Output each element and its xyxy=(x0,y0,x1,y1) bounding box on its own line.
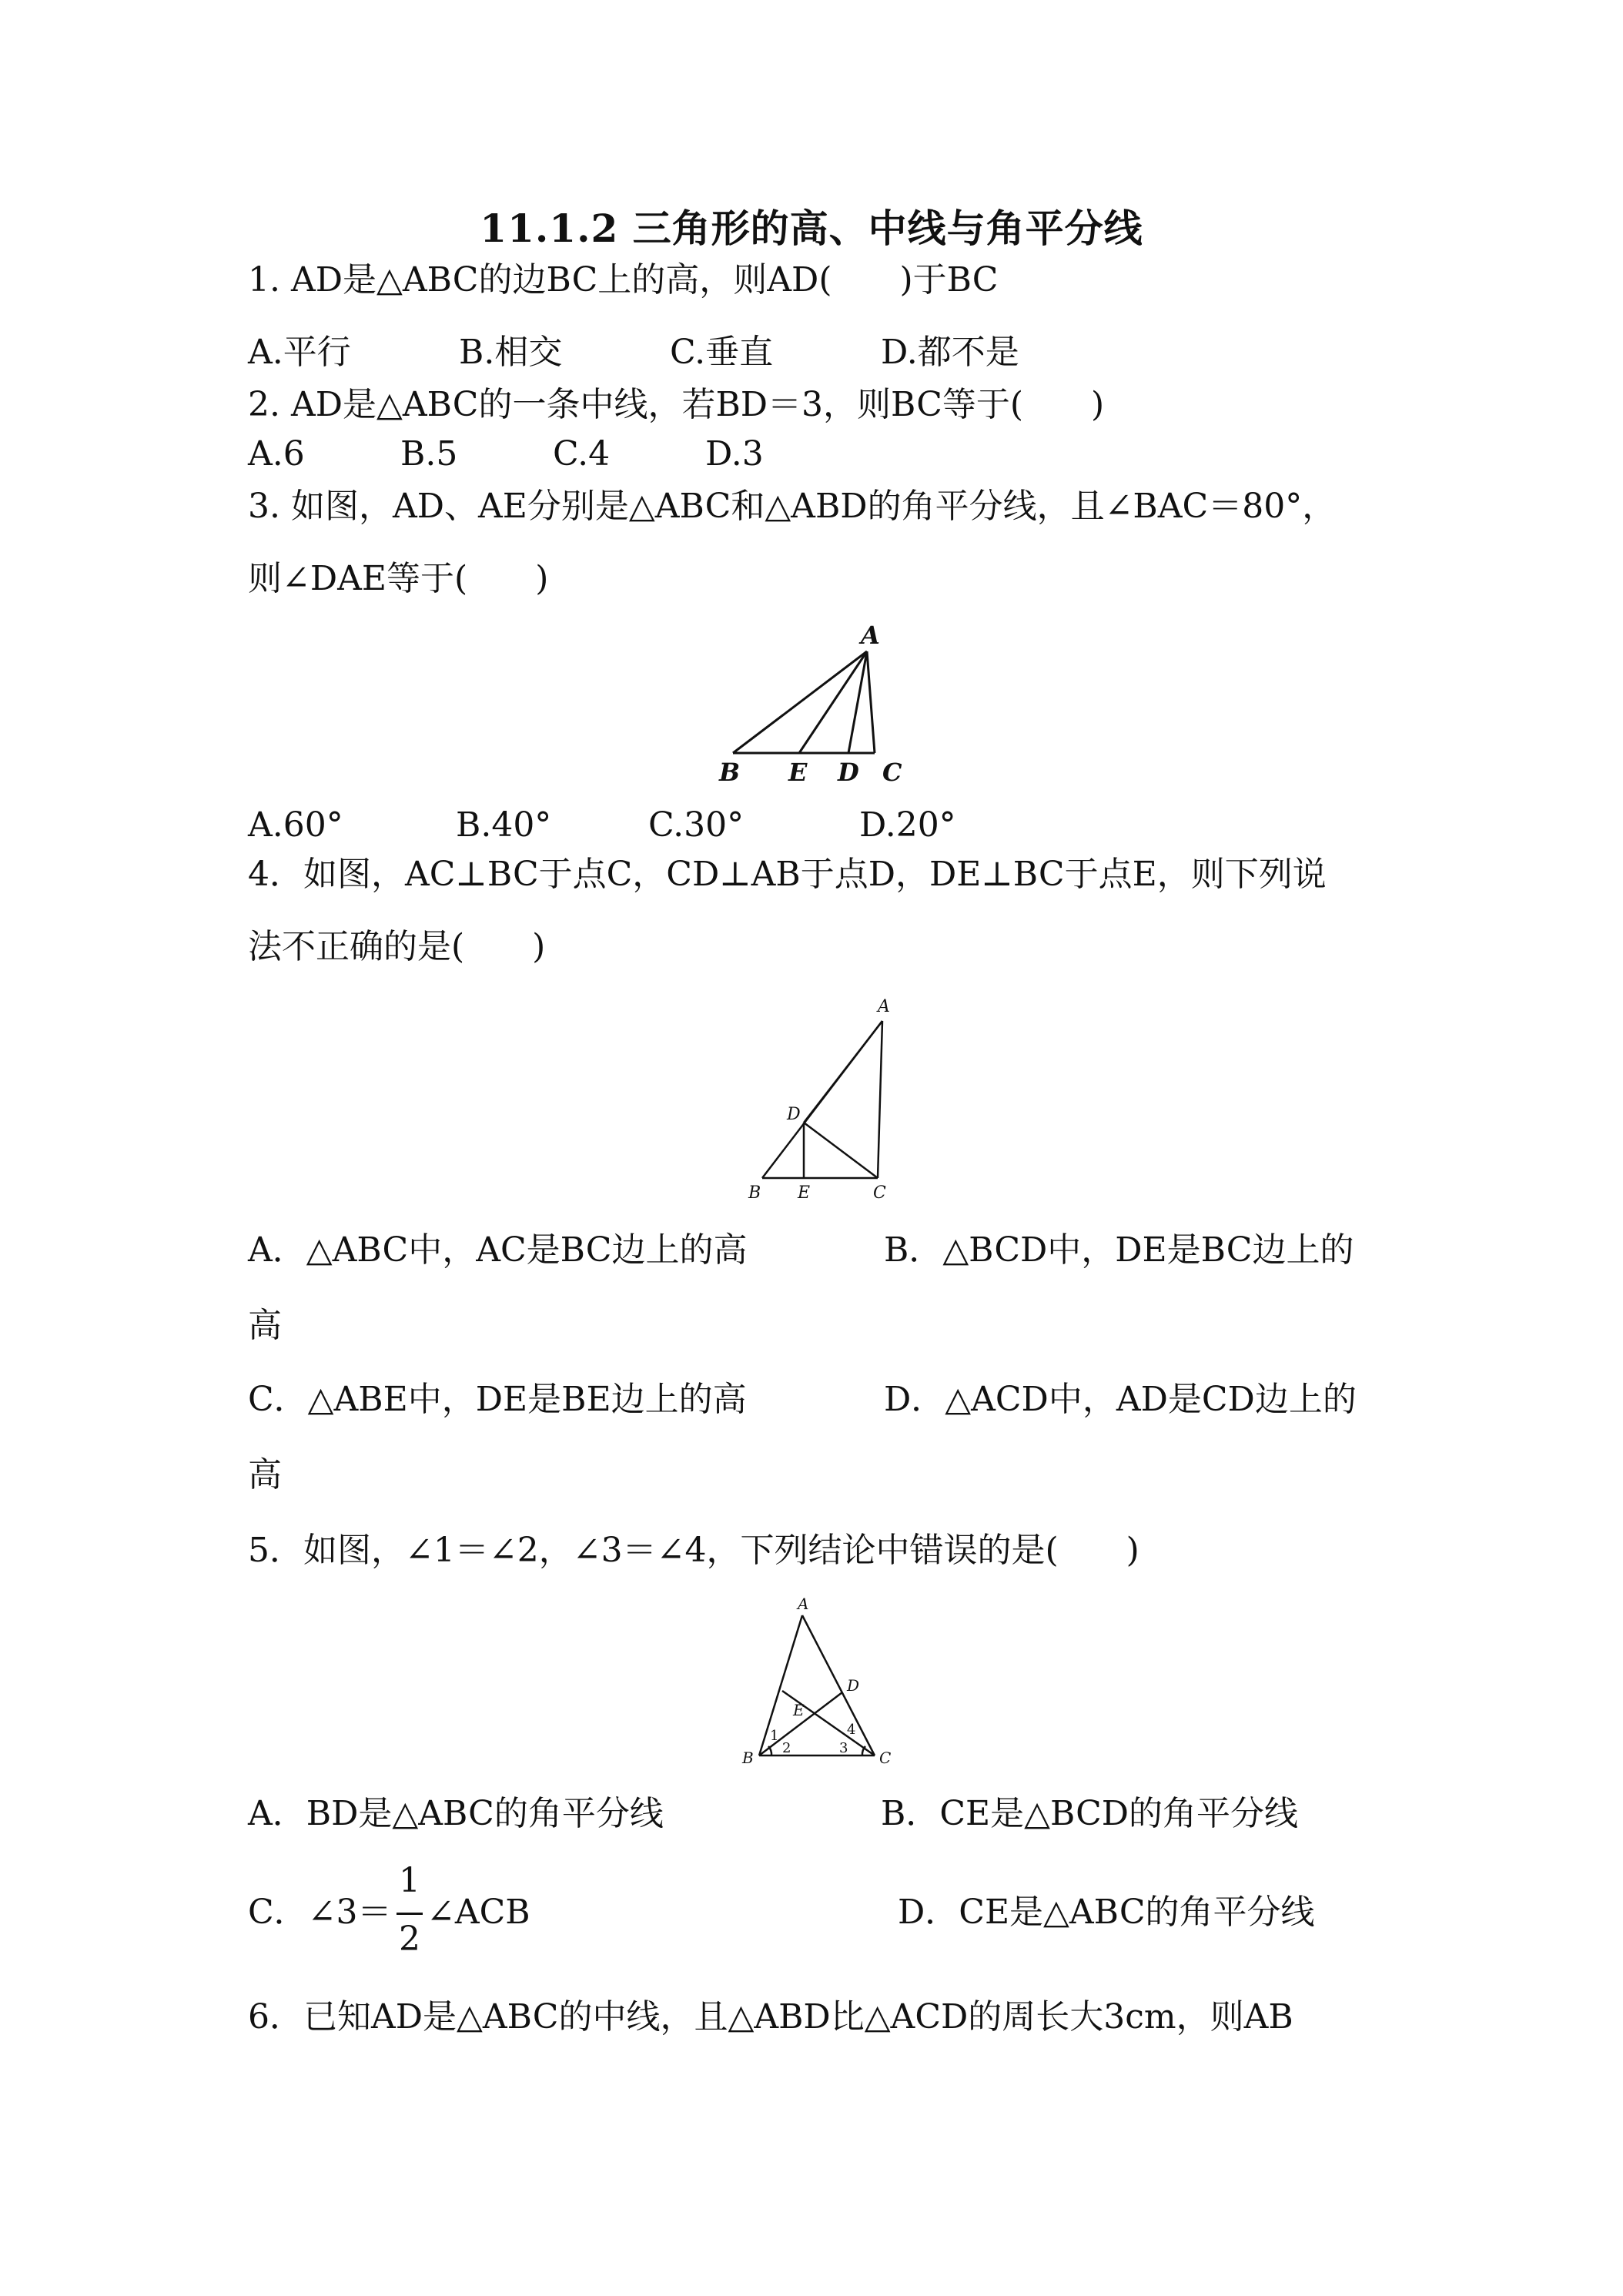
q3-stem-line2: 则∠DAE等于( ) xyxy=(248,559,549,598)
q4-label-e: E xyxy=(798,1183,811,1203)
q4-label-a: A xyxy=(878,997,890,1016)
q4-label-c: C xyxy=(873,1183,886,1203)
q2-stem: 2. AD是△ABC的一条中线，若BD＝3，则BC等于( ) xyxy=(248,385,1105,424)
q3-figure xyxy=(708,616,955,788)
q5-stem: 5．如图，∠1＝∠2，∠3＝∠4，下列结论中错误的是( ) xyxy=(248,1531,1139,1570)
q5-option-c-fraction-bar xyxy=(397,1913,423,1915)
q1-stem: 1. AD是△ABC的边BC上的高，则AD( )于BC xyxy=(248,260,999,300)
q4-side-ca xyxy=(878,1021,882,1178)
q5-option-a: A．BD是△ABC的角平分线 xyxy=(248,1794,664,1833)
q5-label-c: C xyxy=(879,1749,892,1767)
page-title: 11.1.2 三角形的高、中线与角平分线 xyxy=(480,206,1143,251)
q3-label-d: D xyxy=(838,758,859,785)
q5-option-c-denominator: 2 xyxy=(399,1919,420,1959)
q2-option-d: D.3 xyxy=(705,434,764,474)
q4-option-b-line2: 高 xyxy=(248,1306,282,1345)
q3-triangle-diagram xyxy=(708,616,955,785)
q5-angle-label-3: 3 xyxy=(839,1740,848,1756)
q2-option-a: A.6 xyxy=(248,434,305,474)
q6-stem: 6．已知AD是△ABC的中线，且△ABD比△ACD的周长大3cm，则AB xyxy=(248,1997,1293,2037)
q4-label-d: D xyxy=(787,1105,801,1124)
q2-option-b: B.5 xyxy=(400,434,458,474)
q5-option-d: D．CE是△ABC的角平分线 xyxy=(898,1893,1315,1932)
q1-option-a: A.平行 xyxy=(248,333,351,372)
q5-label-d: D xyxy=(847,1676,860,1695)
q4-stem-line1: 4．如图，AC⊥BC于点C，CD⊥AB于点D，DE⊥BC于点E，则下列说 xyxy=(248,855,1327,894)
q5-label-e: E xyxy=(793,1701,805,1719)
q1-option-d: D.都不是 xyxy=(881,333,1019,372)
q5-option-c-numerator: 1 xyxy=(399,1861,420,1900)
q5-side-ab xyxy=(759,1615,802,1755)
q2-option-c: C.4 xyxy=(553,434,611,474)
q3-option-d: D.20° xyxy=(859,805,956,845)
q1-option-c: C.垂直 xyxy=(670,333,774,372)
q4-option-b-line1: B．△BCD中，DE是BC边上的 xyxy=(884,1230,1354,1270)
q3-option-b: B.40° xyxy=(456,805,552,845)
q4-stem-line2: 法不正确的是( ) xyxy=(248,927,546,966)
q5-triangle-diagram xyxy=(731,1592,909,1785)
q5-side-ac xyxy=(802,1615,875,1755)
q5-option-c-prefix: C．∠3＝ xyxy=(248,1893,392,1932)
q4-segment-da xyxy=(804,1021,882,1123)
q4-option-d-line1: D．△ACD中，AD是CD边上的 xyxy=(884,1380,1357,1419)
q3-option-a: A.60° xyxy=(248,805,343,845)
q4-segment-cd xyxy=(804,1123,878,1178)
q5-angle-label-2: 2 xyxy=(782,1740,791,1756)
q3-side-ac xyxy=(867,651,875,753)
q5-option-c-suffix: ∠ACB xyxy=(427,1893,530,1932)
q5-angle-label-4: 4 xyxy=(847,1722,856,1738)
q5-label-a: A xyxy=(798,1595,809,1613)
q4-label-b: B xyxy=(748,1183,761,1203)
q5-angle-label-1: 1 xyxy=(770,1728,779,1744)
q3-label-e: E xyxy=(788,758,808,785)
q4-option-d-line2: 高 xyxy=(248,1455,282,1494)
q4-option-a: A．△ABC中，AC是BC边上的高 xyxy=(248,1230,748,1270)
q5-label-b: B xyxy=(742,1749,754,1767)
q3-stem-line1: 3. 如图，AD、AE分别是△ABC和△ABD的角平分线，且∠BAC＝80°， xyxy=(248,487,1337,526)
q3-label-c: C xyxy=(882,758,902,785)
q3-option-c: C.30° xyxy=(648,805,745,845)
q3-side-ab xyxy=(733,651,867,753)
q3-label-a: A xyxy=(861,621,880,650)
q5-figure xyxy=(731,1592,909,1788)
q4-figure xyxy=(739,993,909,1212)
q3-label-b: B xyxy=(719,758,741,785)
q1-option-b: B.相交 xyxy=(459,333,563,372)
q4-triangle-diagram xyxy=(739,993,909,1209)
q4-option-c: C．△ABE中，DE是BE边上的高 xyxy=(248,1380,747,1419)
q5-option-b: B．CE是△BCD的角平分线 xyxy=(881,1794,1299,1833)
